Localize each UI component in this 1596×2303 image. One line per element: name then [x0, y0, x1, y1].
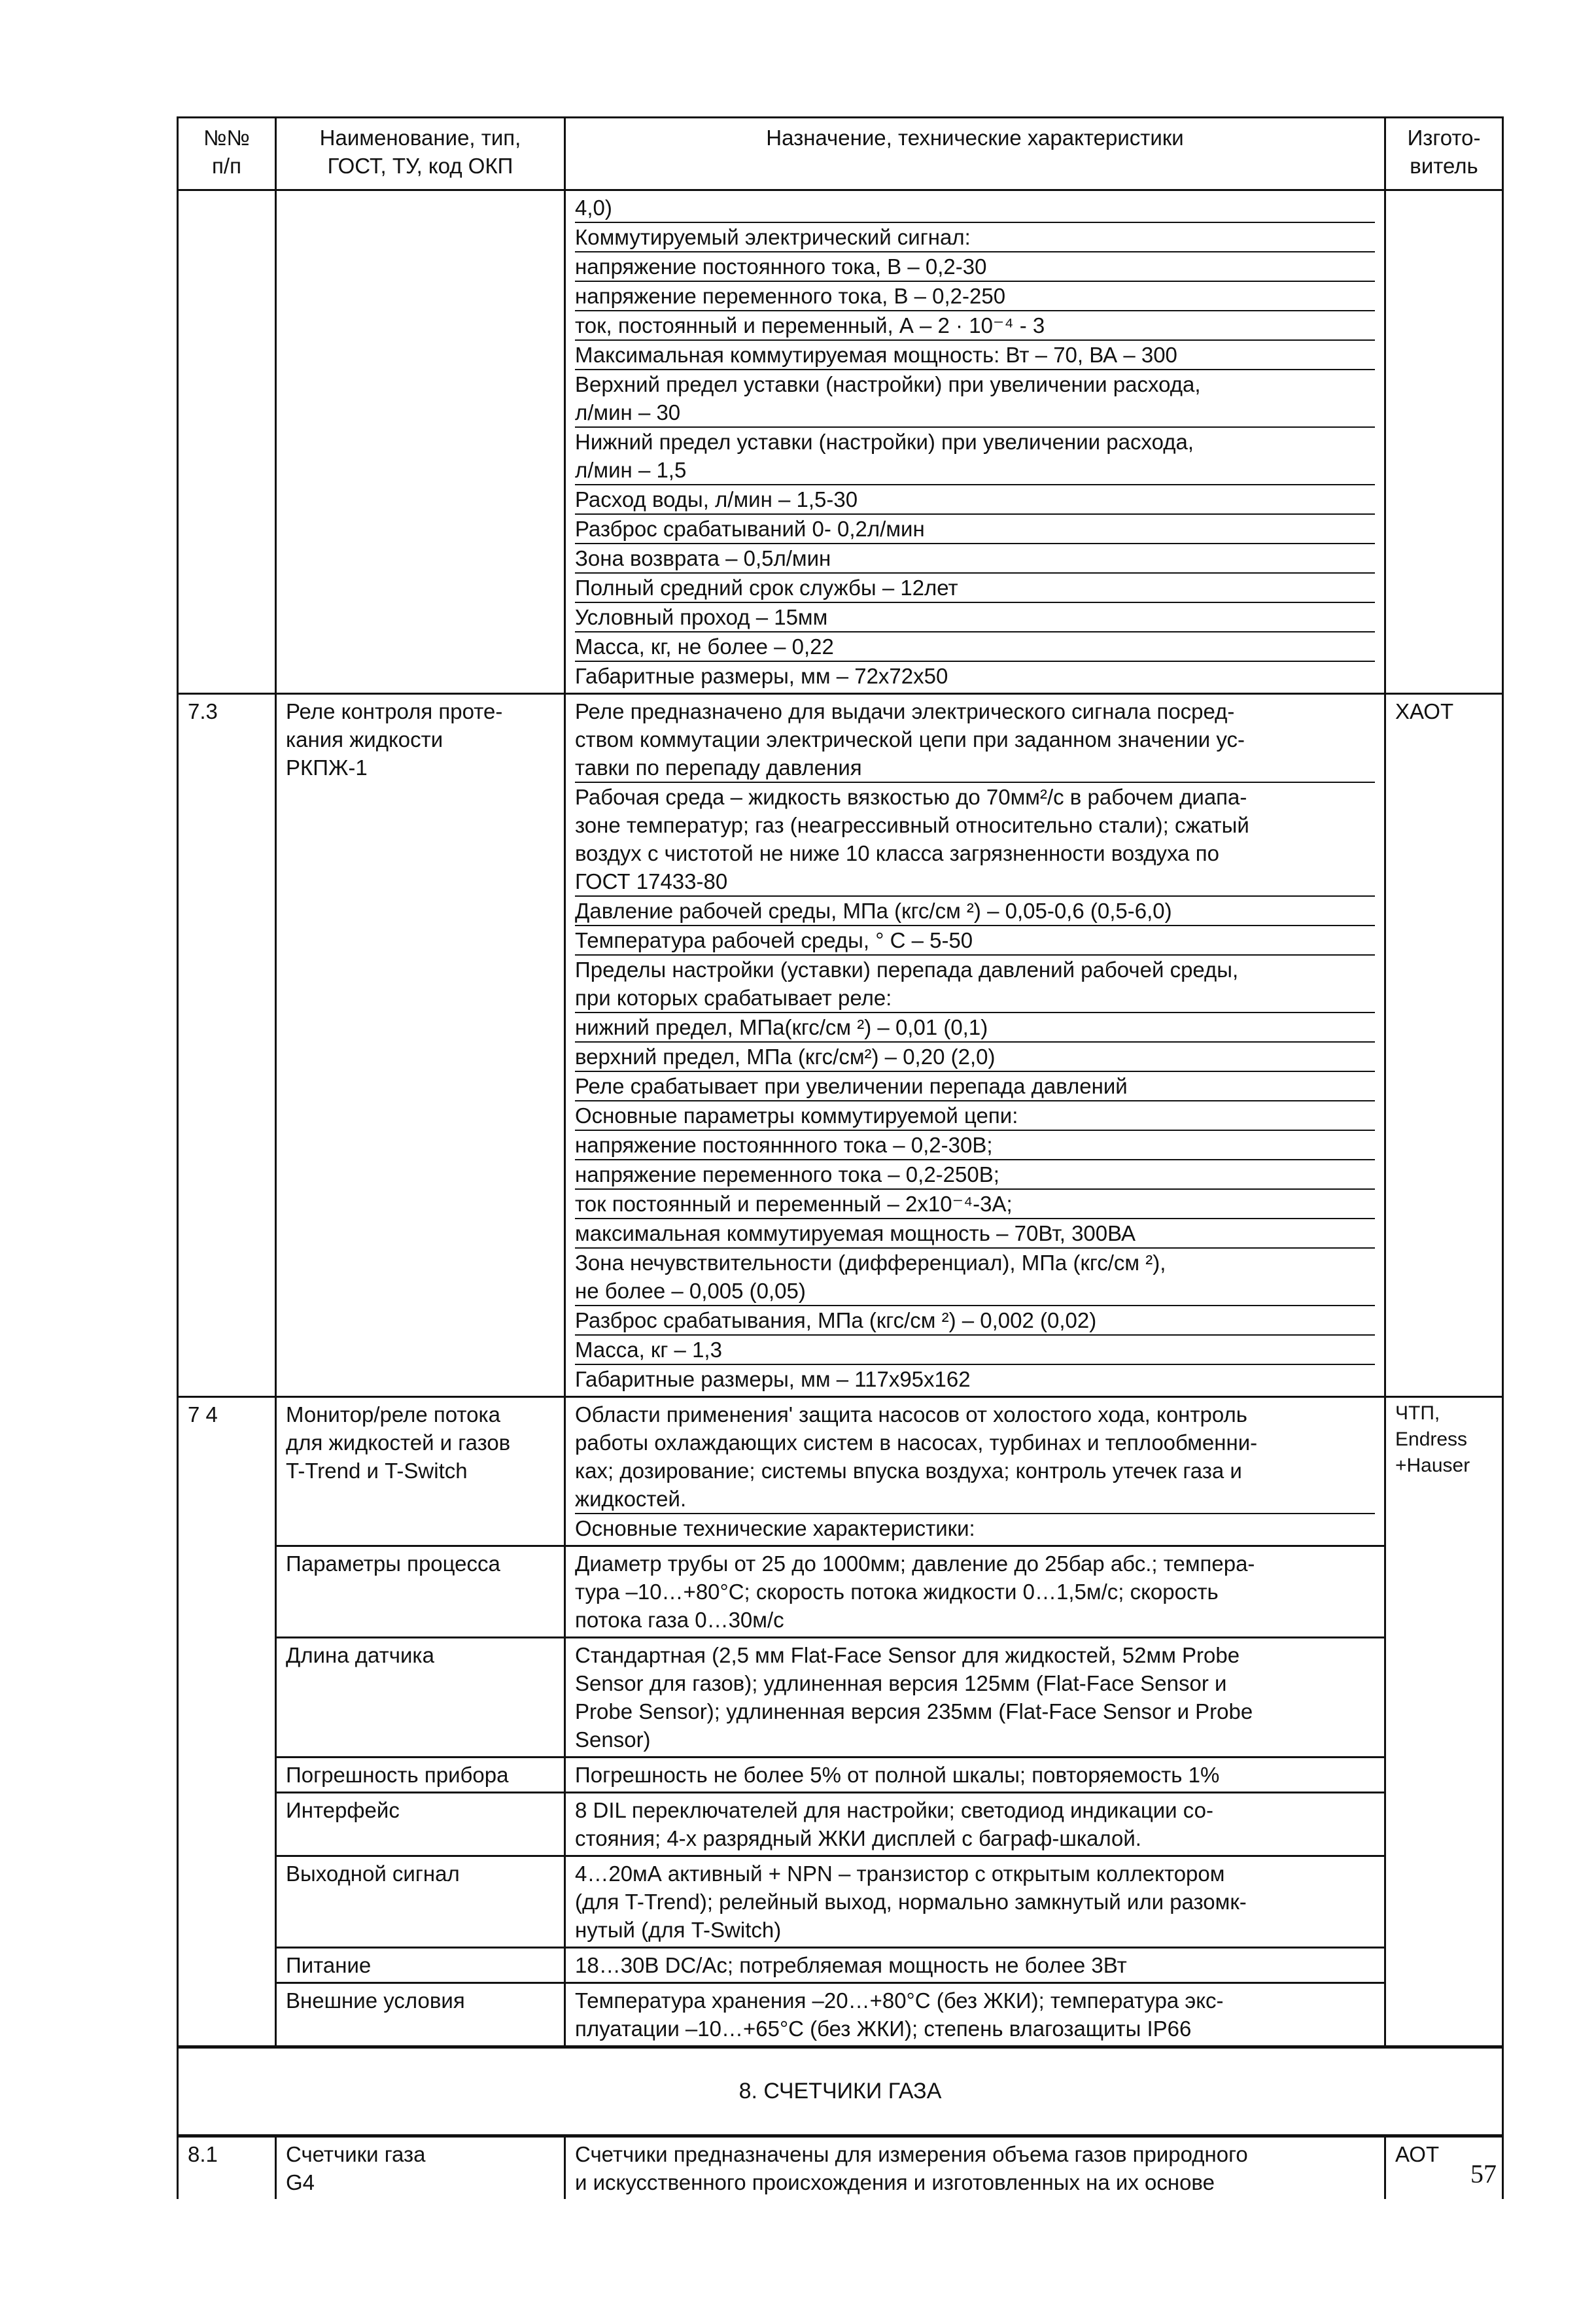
document-sheet — [177, 116, 1502, 2199]
cont-line: Верхний предел уставки (настройки) при увеличении расхода, л/мин – 30 — [575, 370, 1375, 428]
subrow-label: Питание — [276, 1948, 565, 1983]
cont-description-cell — [565, 190, 1385, 694]
cont-line: Коммутируемый электрический сигнал: — [575, 223, 1375, 252]
subrow-value: Стандартная (2,5 мм Flat-Face Sensor для жидкостей, 52мм Probe Sensor для газов); удлиненная версия 125мм (Flat-Face Sensor и Probe Sensor); удлиненная версия 235мм (Flat-Face Sensor и Probe Sensor) — [565, 1638, 1385, 1758]
table-subrow — [178, 1983, 1503, 2047]
header-row — [178, 118, 1503, 190]
subrow-value: Погрешность не более 5% от полной шкалы; повторяемость 1% — [565, 1758, 1385, 1793]
cont-line: Масса, кг, не более – 0,22 — [575, 632, 1375, 662]
subrow-value: Температура хранения –20…+80°С (без ЖКИ); температура экс- плуатации –10…+65°С (без ЖКИ); степень влагозащиты IP66 — [565, 1983, 1385, 2047]
page-number: 57 — [1470, 2159, 1497, 2189]
table-row-8-1 — [178, 2136, 1503, 2200]
row-7-3-num: 7.3 — [178, 694, 276, 1397]
header-description: Назначение, технические характеристики — [565, 118, 1385, 190]
table-row-continuation — [178, 190, 1503, 694]
subrow-label: Интерфейс — [276, 1793, 565, 1856]
table-subrow — [178, 1793, 1503, 1856]
cont-line: 4,0) — [575, 194, 1375, 223]
subrow-label: Внешние условия — [276, 1983, 565, 2047]
cont-line: Разброс срабатываний 0- 0,2л/мин — [575, 515, 1375, 544]
row-7-3-line: Масса, кг – 1,3 — [575, 1336, 1375, 1365]
table-subrow — [178, 1856, 1503, 1948]
row-7-4-line: Области применения' защита насосов от холостого хода, контроль работы охлаждающих систем в насосах, турбинах и теплообменни- ках; дозирование; системы впуска воздуха; контроль утечек газа и жидкостей. — [575, 1400, 1375, 1514]
row-7-3-line: Рабочая среда – жидкость вязкостью до 70мм²/с в рабочем диапа- зоне температур; газ (неагрессивный относительно стали); сжатый воздух с чистотой не ниже 10 класса загрязненности воздуха по ГОСТ 17433-80 — [575, 783, 1375, 897]
table-row-7-3 — [178, 694, 1503, 1397]
spec-table — [177, 116, 1504, 2199]
cont-line: напряжение переменного тока, В – 0,2-250 — [575, 282, 1375, 311]
row-7-3-line: Зона нечувствительности (дифференциал), МПа (кгс/см ²), не более – 0,005 (0,05) — [575, 1249, 1375, 1306]
cont-line: Полный средний срок службы – 12лет — [575, 574, 1375, 603]
table-subrow — [178, 1948, 1503, 1983]
row-7-3-line: верхний предел, МПа (кгс/см²) – 0,20 (2,0) — [575, 1043, 1375, 1072]
cont-maker-cell — [1385, 190, 1503, 694]
row-7-4-description — [565, 1397, 1385, 1546]
row-7-4-name: Монитор/реле потока для жидкостей и газов T-Trend и T-Switch — [276, 1397, 565, 1546]
section-title: 8. СЧЕТЧИКИ ГАЗА — [178, 2047, 1503, 2136]
row-7-3-line: Основные параметры коммутируемой цепи: — [575, 1101, 1375, 1131]
row-7-3-line: Габаритные размеры, мм – 117х95х162 — [575, 1367, 971, 1391]
cont-line: Расход воды, л/мин – 1,5-30 — [575, 485, 1375, 515]
row-7-3-name: Реле контроля проте- кания жидкости РКПЖ-1 — [276, 694, 565, 1397]
table-row-7-4 — [178, 1397, 1503, 1546]
row-7-3-line: Разброс срабатывания, МПа (кгс/см ²) – 0,002 (0,02) — [575, 1306, 1375, 1336]
row-7-3-line: Реле предназначено для выдачи электрического сигнала посред- ством коммутации электрической цепи при заданном значении ус- тавки по перепаду давления — [575, 697, 1375, 783]
cont-line: Габаритные размеры, мм – 72х72х50 — [575, 664, 948, 688]
subrow-value: Диаметр трубы от 25 до 1000мм; давление до 25бар абс.; темпера- тура –10…+80°С; скорость потока жидкости 0…1,5м/с; скорость потока газа 0…30м/с — [565, 1546, 1385, 1638]
cont-num-cell — [178, 190, 276, 694]
cont-line: Условный проход – 15мм — [575, 603, 1375, 632]
cont-line: Нижний предел уставки (настройки) при увеличении расхода, л/мин – 1,5 — [575, 428, 1375, 485]
cont-line: ток, постоянный и переменный, А – 2 · 10⁻⁴ - 3 — [575, 311, 1375, 341]
row-7-3-line: Пределы настройки (уставки) перепада давлений рабочей среды, при которых срабатывает реле: — [575, 956, 1375, 1013]
row-8-1-description: Счетчики предназначены для измерения объема газов природного и искусственного происхождения и изготовленных на их основе — [565, 2136, 1385, 2200]
row-7-3-line: ток постоянный и переменный – 2х10⁻⁴-3А; — [575, 1190, 1375, 1219]
row-8-1-maker: АОТ — [1385, 2136, 1503, 2200]
subrow-label: Параметры процесса — [276, 1546, 565, 1638]
cont-name-cell — [276, 190, 565, 694]
row-7-4-num: 7 4 — [178, 1397, 276, 2047]
row-7-4-maker: ЧТП, Endress +Hauser — [1385, 1397, 1503, 2047]
row-7-3-line: Давление рабочей среды, МПа (кгс/см ²) – 0,05-0,6 (0,5-6,0) — [575, 897, 1375, 926]
header-manufacturer: Изгото- витель — [1385, 118, 1503, 190]
subrow-label: Выходной сигнал — [276, 1856, 565, 1948]
cont-line: Зона возврата – 0,5л/мин — [575, 544, 1375, 574]
subrow-label: Погрешность прибора — [276, 1758, 565, 1793]
subrow-value: 8 DIL переключателей для настройки; светодиод индикации со- стояния; 4-х разрядный ЖКИ дисплей с баграф-шкалой. — [565, 1793, 1385, 1856]
row-7-3-line: напряжение переменного тока – 0,2-250В; — [575, 1160, 1375, 1190]
row-7-3-line: Температура рабочей среды, ° С – 5-50 — [575, 926, 1375, 956]
row-7-3-maker: ХАОТ — [1385, 694, 1503, 1397]
header-name: Наименование, тип, ГОСТ, ТУ, код ОКП — [276, 118, 565, 190]
cont-line: напряжение постоянного тока, В – 0,2-30 — [575, 252, 1375, 282]
row-7-3-description — [565, 694, 1385, 1397]
section-row — [178, 2047, 1503, 2136]
cont-line: Максимальная коммутируемая мощность: Вт – 70, ВА – 300 — [575, 341, 1375, 370]
table-subrow — [178, 1638, 1503, 1758]
row-7-3-line: максимальная коммутируемая мощность – 70Вт, 300ВА — [575, 1219, 1375, 1249]
table-subrow — [178, 1546, 1503, 1638]
subrow-label: Длина датчика — [276, 1638, 565, 1758]
row-7-3-line: напряжение постояннного тока – 0,2-30В; — [575, 1131, 1375, 1160]
subrow-value: 4…20мА активный + NPN – транзистор с открытым коллектором (для T-Trend); релейный выход, нормально замкнутый или разомк- нутый (для T-Switch) — [565, 1856, 1385, 1948]
row-7-4-line: Основные технические характеристики: — [575, 1516, 975, 1540]
row-7-3-line: Реле срабатывает при увеличении перепада давлений — [575, 1072, 1375, 1101]
row-7-3-line: нижний предел, МПа(кгс/см ²) – 0,01 (0,1) — [575, 1013, 1375, 1043]
row-8-1-num: 8.1 — [178, 2136, 276, 2200]
header-num: №№ п/п — [178, 118, 276, 190]
row-8-1-name: Счетчики газа G4 — [276, 2136, 565, 2200]
subrow-value: 18…30В DC/Ac; потребляемая мощность не более 3Вт — [565, 1948, 1385, 1983]
table-subrow — [178, 1758, 1503, 1793]
